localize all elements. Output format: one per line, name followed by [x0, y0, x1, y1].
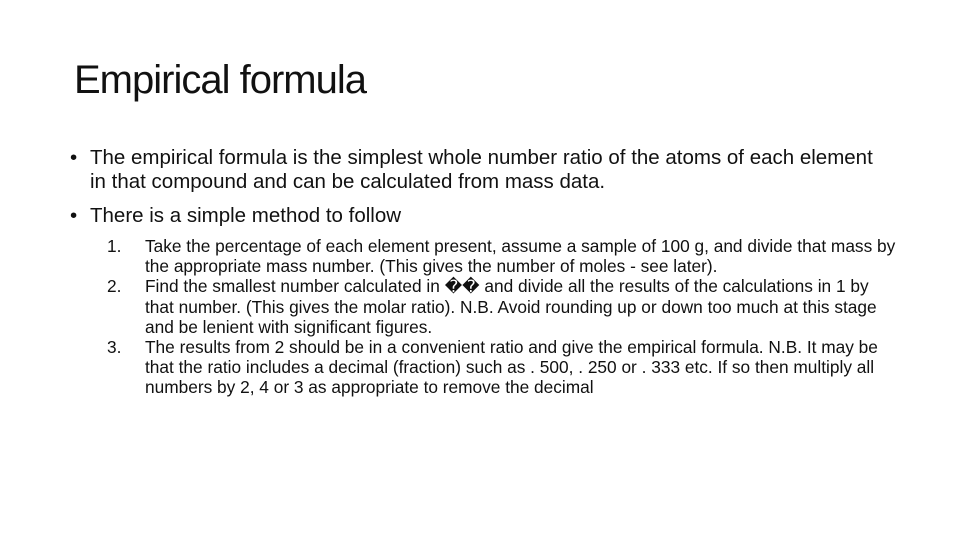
step-text-after: and divide all the results of the calculations in 1 by that number. (This gives the molar ratio). N.B. Avoid rounding up or down too much at this stage and be lenient with significant figures. — [145, 276, 877, 337]
step-item — [107, 236, 897, 276]
bullet-list — [70, 146, 890, 238]
bullet-icon: • — [70, 204, 78, 227]
bullet-text: There is a simple method to follow — [90, 204, 402, 227]
bullet-icon: • — [70, 146, 78, 169]
step-number: 2. — [107, 276, 122, 296]
step-text: The results from 2 should be in a convenient ratio and give the empirical formula. N.B. It may be that the ratio includes a decimal (fraction) such as . 500, . 250 or . 333 etc. If so then multiply all numbers by 2, 4 or 3 as appropriate to remove the decimal — [145, 337, 878, 397]
replacement-glyph: �� — [444, 277, 480, 296]
numbered-step-list — [107, 236, 897, 397]
step-number: 3. — [107, 337, 122, 357]
step-text: Take the percentage of each element present, assume a sample of 100 g, and divide that mass by the appropriate mass number. (This gives the number of moles - see later). — [145, 236, 896, 276]
bullet-text: The empirical formula is the simplest whole number ratio of the atoms of each element in that compound and can be calculated from mass data. — [90, 146, 873, 193]
step-text-before: Find the smallest number calculated in — [145, 276, 445, 296]
slide-title: Empirical formula — [74, 58, 366, 102]
bullet-item — [70, 204, 890, 228]
step-item — [107, 337, 897, 397]
step-item — [107, 276, 897, 337]
bullet-item — [70, 146, 890, 194]
step-number: 1. — [107, 236, 122, 256]
